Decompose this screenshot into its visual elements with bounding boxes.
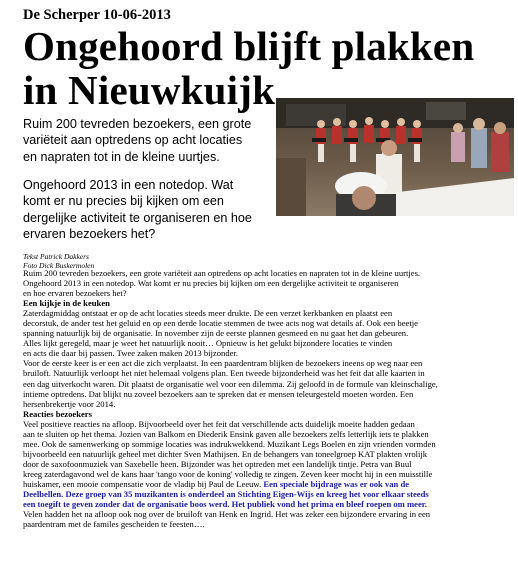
- body-line: mee. Ook de samenwerking op sommige locaties was indrukwekkend. Muzikant Legs Boelen en zijn vrienden vormden: [23, 438, 436, 449]
- lead-paragraph: [23, 116, 273, 165]
- body-line: door de saxofoonmuziek van Saxebelle heen. Bijzonder was het optreden met een landelijk tintje. Petra van Buul: [23, 458, 412, 469]
- body-line: aan te sluiten op het thema. Jozien van Balkom en Diederik Ensink gaven alle bezoekers zelfs letterlijk iets te plakken: [23, 428, 429, 439]
- body-line: paardentram met de familes gescheiden te feesten….: [23, 519, 205, 530]
- masthead: De Scherper 10-06-2013: [23, 7, 171, 23]
- body-line: spanning natuurlijk bij de organisatie. In november zijn de eerste plannen gesmeed en nu gaat het dan gebeuren.: [23, 328, 409, 339]
- lead-line: en napraten tot in de kleine uurtjes.: [23, 149, 220, 164]
- photo-credit: Foto Dick Buskermolen: [23, 261, 95, 270]
- highlight-line: een toegift te geven zonder dat de organisatie boos werd. Het publiek vond het prima en bleef roepen om meer.: [23, 499, 427, 510]
- body-line: bruiloft. Natuurlijk verloopt het niet helemaal volgens plan. Een tweede bijzonderheid was het feit dat alle kaarten in: [23, 368, 425, 379]
- body-line: en acts die daar bij passen. Twee zaken maken 2013 bijzonder.: [23, 348, 238, 359]
- band-performance-photo: [276, 98, 514, 216]
- lead-line: Ongehoord 2013 in een notedop. Wat: [23, 178, 234, 192]
- body-line: [23, 479, 516, 489]
- body-line: kreeg zaterdagavond wel de kans haar 'tango voor de koning' volledig te zingen. Zeven keer mocht hij in een muisstille: [23, 468, 433, 479]
- body-line: Ruim 200 tevreden bezoekers, een grote variëteit aan optredens op acht locaties en napraten tot in de kleine uurtjes.: [23, 268, 421, 278]
- body-text-span: huiskamer, een mooie compensatie voor de vladip bij Paul de Leeuw.: [23, 478, 262, 489]
- body-line: Voor de eerste keer is er een act die zich verplaatst. In een paardentram blijken de bezoekers ineens op weg naar een: [23, 358, 423, 369]
- section-heading: Een kijkje in de keuken: [23, 298, 110, 309]
- body-line: Alles lijkt geregeld, maar je weet het natuurlijk nooit… Opnieuw is het gelukt bijzondere locaties te vinden: [23, 338, 393, 349]
- body-line: decorstuk, de ander test het geluid en op een derde locatie stemmen de twee acts nog wat details af. Ook een beetje: [23, 318, 418, 329]
- lead-line: variëteit aan optredens op acht locaties: [23, 133, 243, 148]
- lead-line: komt er nu precies bij kijken om een: [23, 194, 224, 209]
- lead-line: ervaren bezoekers het?: [23, 227, 156, 242]
- lead-line: dergelijke activiteit te organiseren en hoe: [23, 210, 252, 225]
- body-line: Velen hadden het na afloop ook nog over de bruiloft van Henk en Ingrid. Het was zeker een bijzondere ervaring in een: [23, 509, 431, 520]
- lead-line: Ruim 200 tevreden bezoekers, een grote: [23, 117, 252, 131]
- lead-question: [23, 177, 278, 243]
- body-line: Zaterdagmiddag ontstaat er op de acht locaties steeds meer drukte. De een verzet kerkbanken en plaatst een: [23, 308, 393, 319]
- section-heading: Reacties bezoekers: [23, 408, 92, 419]
- body-line: een dag uitverkocht waren. Dit plaatst de organisatie wel voor een dilemma. Zij geloofd in de formule van kleinschalige,: [23, 378, 438, 389]
- body-line: Ongehoord 2013 in een notedop. Wat komt er nu precies bij kijken om een dergelijke activiteit te organiseren: [23, 278, 399, 289]
- photo-illustration: [276, 98, 514, 216]
- highlight-text: Een speciale bijdrage was er ook van de: [261, 478, 410, 489]
- text-credit: Tekst Patrick Dakkers: [23, 252, 89, 261]
- highlight-line: Deelbellen. Deze groep van 35 muzikanten is onderdeel an Stichting Eigen-Wijs en kreeg het voor elkaar steeds: [23, 489, 429, 500]
- body-line: Veel positieve reacties na afloop. Bijvoorbeeld over het feit dat verschillende acts duidelijk moeite hadden gedaan: [23, 418, 415, 429]
- body-line: en hoe ervaren bezoekers het?: [23, 288, 127, 299]
- headline: Ongehoord blijft plakken in Nieuwkuijk: [23, 23, 475, 113]
- body-line: bijvoorbeeld een natuurlijk geheel met dichter Sven Mathijsen. En de behangers van toneelgroep KAT plakten vrolijk: [23, 448, 428, 459]
- body-line: hersenbrekertje voor 2014.: [23, 398, 116, 409]
- body-line: intieme optredens. Dat blijkt nu zoveel bezoekers aan te spreken dat er mensen teleurgesteld moeten worden. Een: [23, 388, 414, 399]
- article-body: [23, 268, 516, 529]
